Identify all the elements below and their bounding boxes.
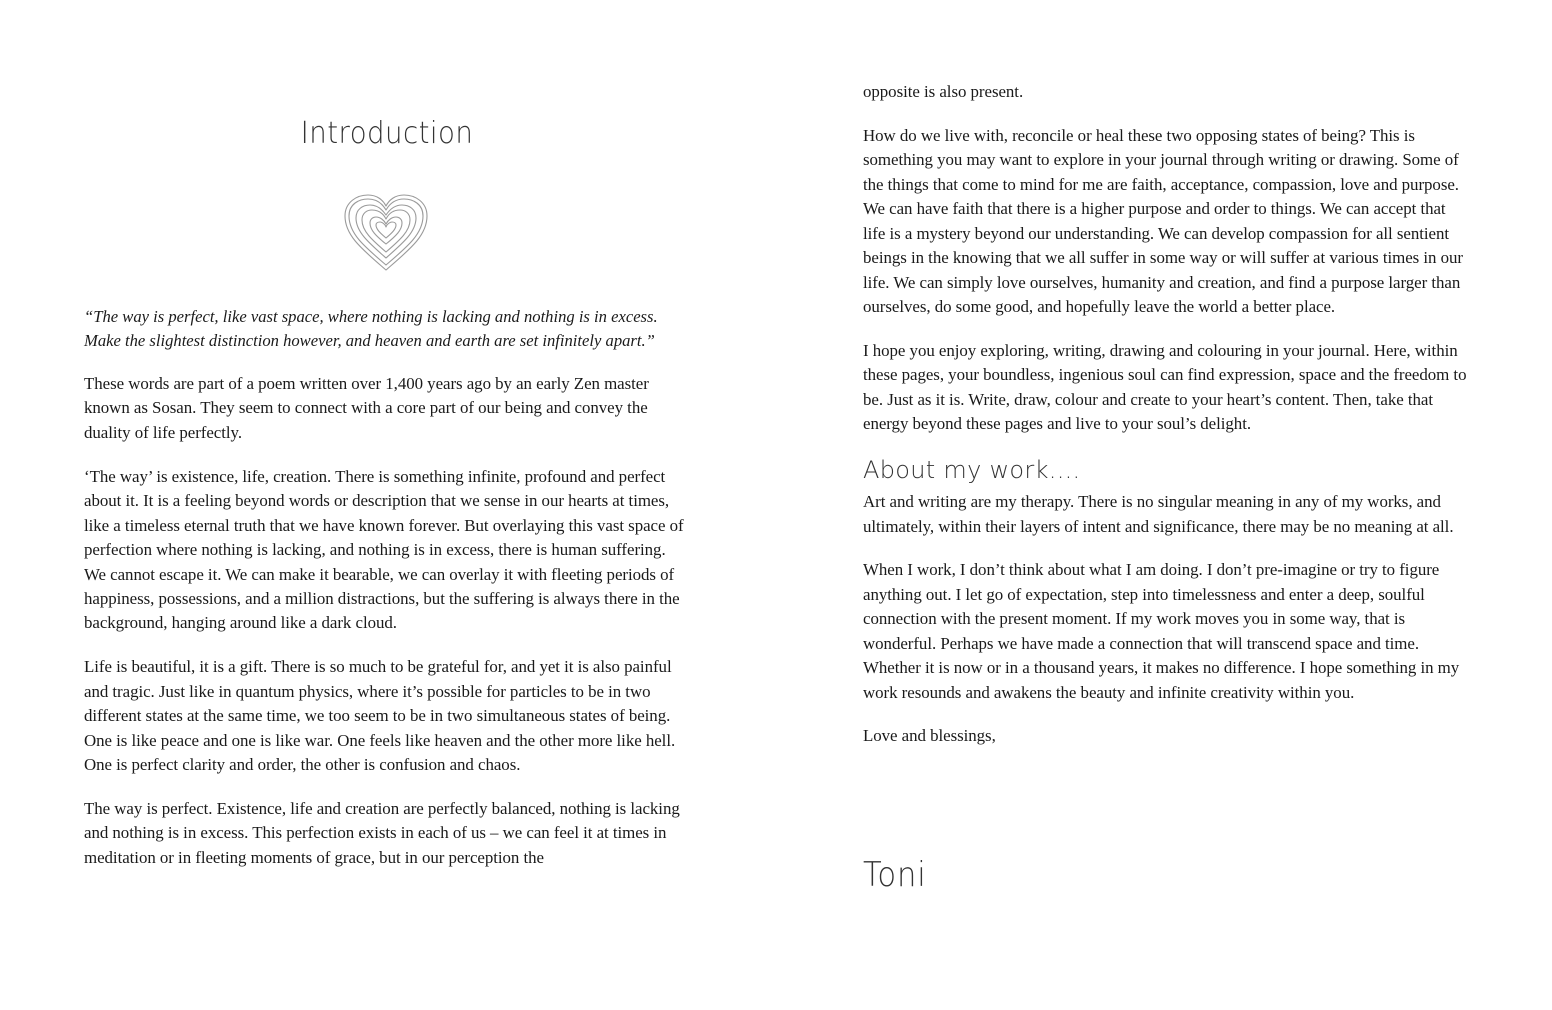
paragraph: Life is beautiful, it is a gift. There is so much to be grateful for, and yet it is also painful and tragic. Just like in quantum physics, where it’s possible for particles to be in two different states at the same time, we too seem to be in two simultaneous states of being. One is like peace and one is like war. One feels like heaven and the other more like hell. One is perfect clarity and order, the other is confusion and chaos. (84, 657, 676, 775)
closing-line: Love and blessings, (863, 726, 996, 746)
paragraph: opposite is also present. (863, 82, 1024, 101)
paragraph: These words are part of a poem written over 1,400 years ago by an early Zen master known as Sosan. They seem to connect with a core part of our being and convey the duality of life perfectly. (84, 374, 649, 442)
paragraph: How do we live with, reconcile or heal these two opposing states of being? This is something you may want to explore in your journal through writing or drawing. Some of the things that come to mind for me are faith, acceptance, compassion, love and purpose. We can have faith that there is a higher purpose and order to things. We can accept that life is a mystery beyond our understanding. We can develop compassion for all sentient beings in the knowing that we all suffer in some way or will suffer at various times in our life. We can simply love ourselves, humanity and creation, and find a purpose larger than ourselves, do some good, and hopefully leave the world a better place. (863, 125, 1463, 317)
right-body-text (863, 80, 1467, 768)
paragraph: When I work, I don’t think about what I am doing. I don’t pre-imagine or try to figure anything out. I let go of expectation, step into timelessness and enter a deep, soulful connection with the present moment. If my work moves you in some way, that is wonderful. Perhaps we have made a connection that will transcend space and time. Whether it is now or in a thousand years, it makes no difference. I hope something in my work resounds and awakens the beauty and infinite creativity within you. (863, 560, 1460, 702)
epigraph-quote: “The way is perfect, like vast space, where nothing is lacking and nothing is in excess. Make the slightest distinction however, and heaven and earth are set infinitely apart.” (84, 307, 658, 350)
page-title: Introduction (300, 116, 474, 151)
paragraph: Art and writing are my therapy. There is no singular meaning in any of my works, and ultimately, within their layers of intent and significance, there may be no meaning at all. (863, 492, 1454, 536)
paragraph: The way is perfect. Existence, life and creation are perfectly balanced, nothing is lacking and nothing is in excess. This perfection exists in each of us – we can feel it at times in meditation or in fleeting moments of grace, but in our perception the (84, 798, 680, 867)
layered-heart-icon (343, 194, 429, 274)
paragraph: ‘The way’ is existence, life, creation. There is something infinite, profound and perfect about it. It is a feeling beyond words or description that we sense in our hearts at times, like a timeless eternal truth that we have known forever. But overlaying this vast space of perfection where nothing is lacking, and nothing is in excess, there is human suffering. We cannot escape it. We can make it bearable, we can overlay it with fleeting periods of happiness, possessions, and a million distractions, but the suffering is always there in the background, hanging around like a dark cloud. (84, 466, 684, 633)
left-body-text (84, 372, 690, 890)
right-page (863, 0, 1467, 1010)
left-page (84, 0, 690, 1010)
paragraph: I hope you enjoy exploring, writing, drawing and colouring in your journal. Here, within these pages, your boundless, ingenious soul can find expression, space and the freedom to be. Just as it is. Write, draw, colour and create to your heart’s content. Then, take that energy beyond these pages and live to your soul’s delight. (863, 340, 1467, 434)
signature: Toni (863, 855, 927, 895)
section-heading: About my work.... (863, 456, 1081, 485)
